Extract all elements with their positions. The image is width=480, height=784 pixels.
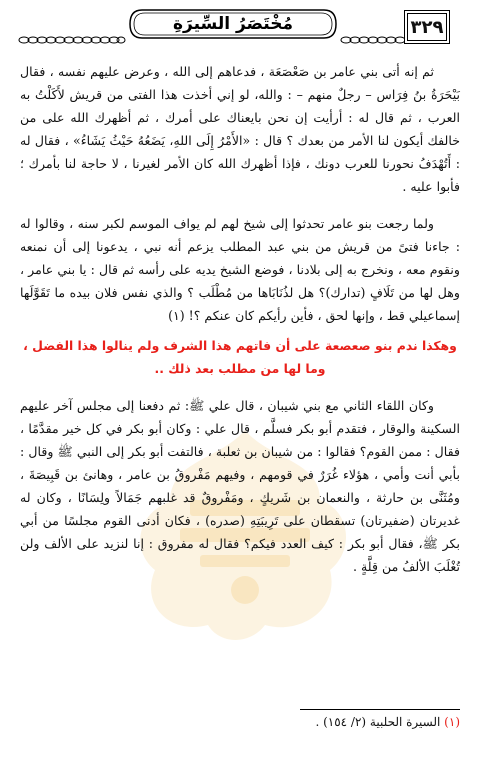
footnote-number: (١) xyxy=(444,715,460,729)
footnote-text: السيرة الحلبية (٢/ ١٥٤) . xyxy=(315,715,441,729)
page-number xyxy=(404,10,450,44)
page-header xyxy=(18,8,462,48)
highlight-line-1: وهكذا ندم بنو صعصعة على أن فاتهم هذا الشرف ولم ينالوا هذا الفضل ، xyxy=(23,338,457,353)
footnote xyxy=(20,712,460,732)
paragraph-bani-amir: ثم إنه أتى بني عامر بن صَعْصَعَة ، فدعاهم إلى الله ، وعرض عليهم نفسه ، فقال بَيْحَرَةُ بنُ فِرَاس – رجلٌ منهم – : والله، لو إني أخذت هذا الفتى من قريش لأَكَلْتُ به العرب ، ثم قال له : أرأيت إن نحن بايعناك على أمرك ، ثم أظهرك الله على من خالفك أيكون لنا الأمر من بعدك ؟ قال : «الأَمْرُ إِلَى اللهِ، يَضَعُهُ حَيْثُ يَشَاءُ» ، فقال له : أَتُهْدَفُ نحورنا للعرب دونك ، فإذا أظهرك الله كان الأمر لغيرنا ، لا حاجة لنا بأمرك ؛ فأبوا عليه . xyxy=(20,64,460,194)
running-title-frame xyxy=(128,8,338,40)
footnote-separator xyxy=(300,709,460,710)
paragraph-sheikh: ولما رجعت بنو عامر تحدثوا إلى شيخ لهم لم يواف الموسم لكبر سنه ، وقالوا له : جاءنا فتىً من قريش من بني عبد المطلب يزعم أنه نبي ، يدعونا إلى أن نمنعه ونقوم معه ، ونخرج به إلى بلادنا ، فوضع الشيخ يديه على رأسه ثم قال : يا بني عامر ، وهل لها من تَلَافٍ (تدارك)؟ هل لذُنَابَاها من مُطْلَب ؟ والذي نفس فلان بيده ما تَقَوَّلَها إسماعيلي قط ، وإنها لحق ، فأين رأيكم كان عنكم ؟! (١) xyxy=(20,216,460,323)
running-title: مُخْتَصَرُ السِّيرَةِ xyxy=(172,14,294,34)
highlight-line-2: وما لها من مطلب بعد ذلك .. xyxy=(154,361,326,376)
chain-ornament-right xyxy=(340,35,406,45)
page-number-text: ٣٢٩ xyxy=(410,16,444,38)
chain-ornament-left xyxy=(18,35,126,45)
main-text xyxy=(20,60,460,578)
paragraph-bani-shayban: وكان اللقاء الثاني مع بني شيبان ، قال علي ﷺ: ثم دفعنا إلى مجلس آخر عليهم السكينة والوقار ، فتقدم أبو بكر فسلَّم ، قال علي : وكان أبو بكر في كل خير مقدَّمًا ، فقال : ممن القوم؟ فقالوا : من شيبان بن ثعلبة ، فالتفت أبو بكر إلى النبي ﷺ وقال : بأبي أنت وأمي ، هؤلاء غُرَرٌ في قومهم ، وفيهم مَفْروقُ بن عامر ، وهانئ بن قَبِيصَةَ ، ومُثَنَّى بن حارثة ، والنعمان بن شَريكٍ ، ومَفْروقٌ قد غلبهم جَمَالاً ولِسَانًا ، وكان له غديرتان (ضفيرتان) تسقطان على تَرِيبَتِهِ (صدره) ، فكان أدنى القوم مجلسًا من أبي بكر ﷺ، فقال أبو بكر : كيف العدد فيكم؟ فقال له مفروق : إنا لنزيد على الألف ولن تُغْلَبَ الألفُ من قِلَّةٍ . xyxy=(20,398,460,574)
